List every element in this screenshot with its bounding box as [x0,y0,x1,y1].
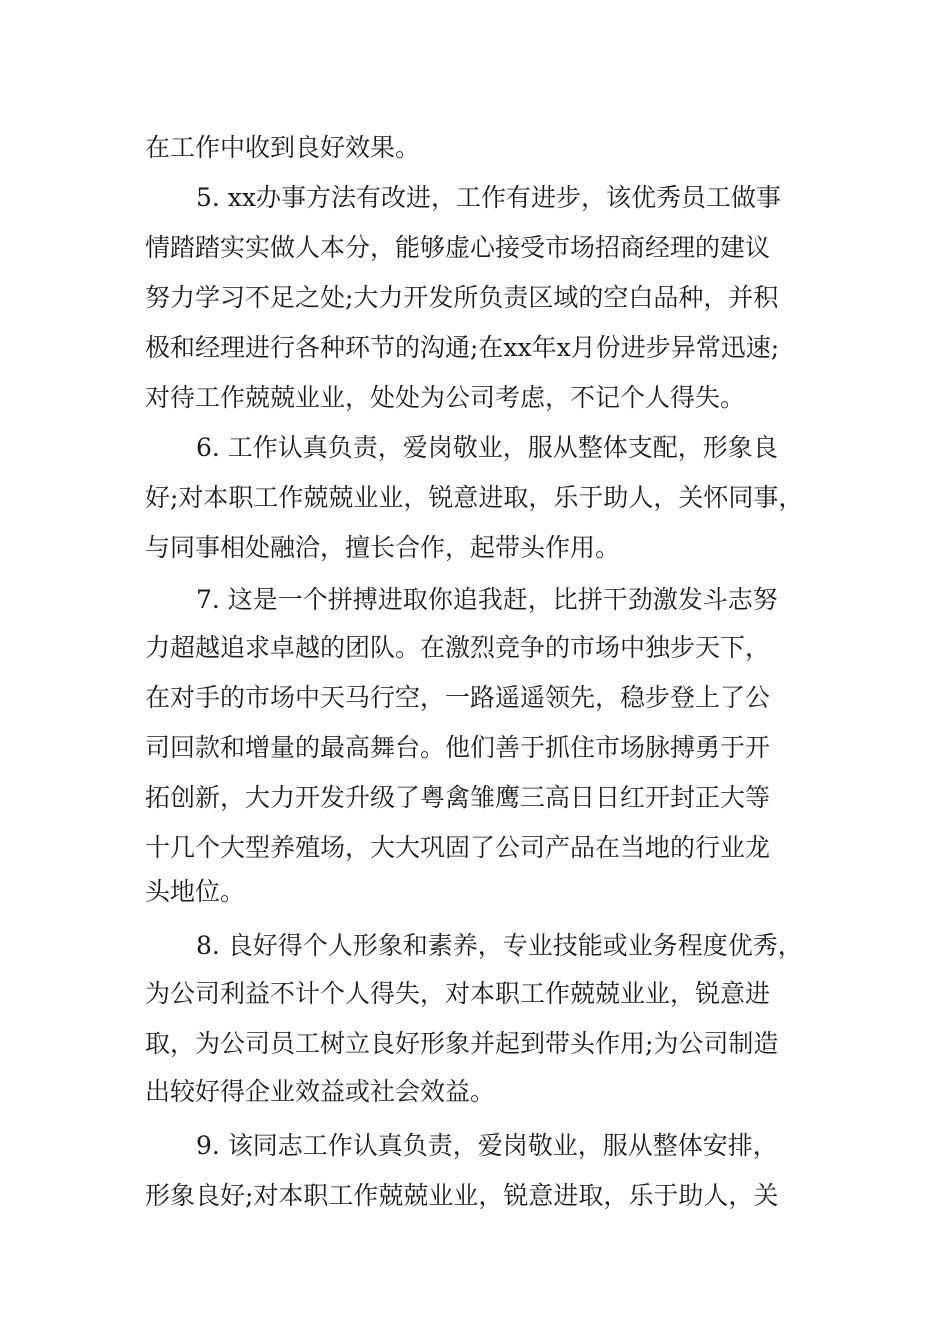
text-line: 在工作中收到良好效果。 [145,133,421,162]
text-line: 极和经理进行各种环节的沟通;在xx年x月份进步异常迅速; [145,333,780,362]
text-line: 在对手的市场中天马行空，一路遥遥领先，稳步登上了公 [145,683,771,712]
text-line: 拓创新，大力开发升级了粤禽雏鹰三高日日红开封正大等 [145,783,771,812]
text-line: 力超越追求卓越的团队。在激烈竞争的市场中独步天下， [145,633,771,662]
text-line: 好;对本职工作兢兢业业，锐意进取，乐于助人，关怀同事， [145,483,804,512]
text-line: 为公司利益不计个人得失，对本职工作兢兢业业，锐意进 [145,979,771,1008]
paragraph-8-start: 8. 良好得个人形象和素养，专业技能或业务程度优秀， [196,931,803,960]
paragraph-9-start: 9. 该同志工作认真负责，爱岗敬业，服从整体安排， [196,1131,778,1160]
text-line: 形象良好;对本职工作兢兢业业，锐意进取，乐于助人，关 [145,1181,779,1210]
text-line: 出较好得企业效益或社会效益。 [145,1077,496,1106]
text-line: 司回款和增量的最高舞台。他们善于抓住市场脉搏勇于开 [145,733,771,762]
text-line: 头地位。 [145,877,246,906]
text-line: 与同事相处融洽，擅长合作，起带头作用。 [145,533,621,562]
text-line: 努力学习不足之处;大力开发所负责区域的空白品种，并积 [145,283,779,312]
text-line: 十几个大型养殖场，大大巩固了公司产品在当地的行业龙 [145,833,771,862]
paragraph-5-start: 5. xx办事方法有改进，工作有进步，该优秀员工做事 [196,183,781,212]
text-line: 情踏踏实实做人本分，能够虚心接受市场招商经理的建议 [145,233,771,262]
paragraph-6-start: 6. 工作认真负责，爱岗敬业，服从整体支配，形象良 [196,433,778,462]
paragraph-7-start: 7. 这是一个拼搏进取你追我赶，比拼干劲激发斗志努 [196,585,778,614]
text-line: 取，为公司员工树立良好形象并起到带头作用;为公司制造 [145,1029,779,1058]
text-line: 对待工作兢兢业业，处处为公司考虑，不记个人得失。 [145,383,746,412]
